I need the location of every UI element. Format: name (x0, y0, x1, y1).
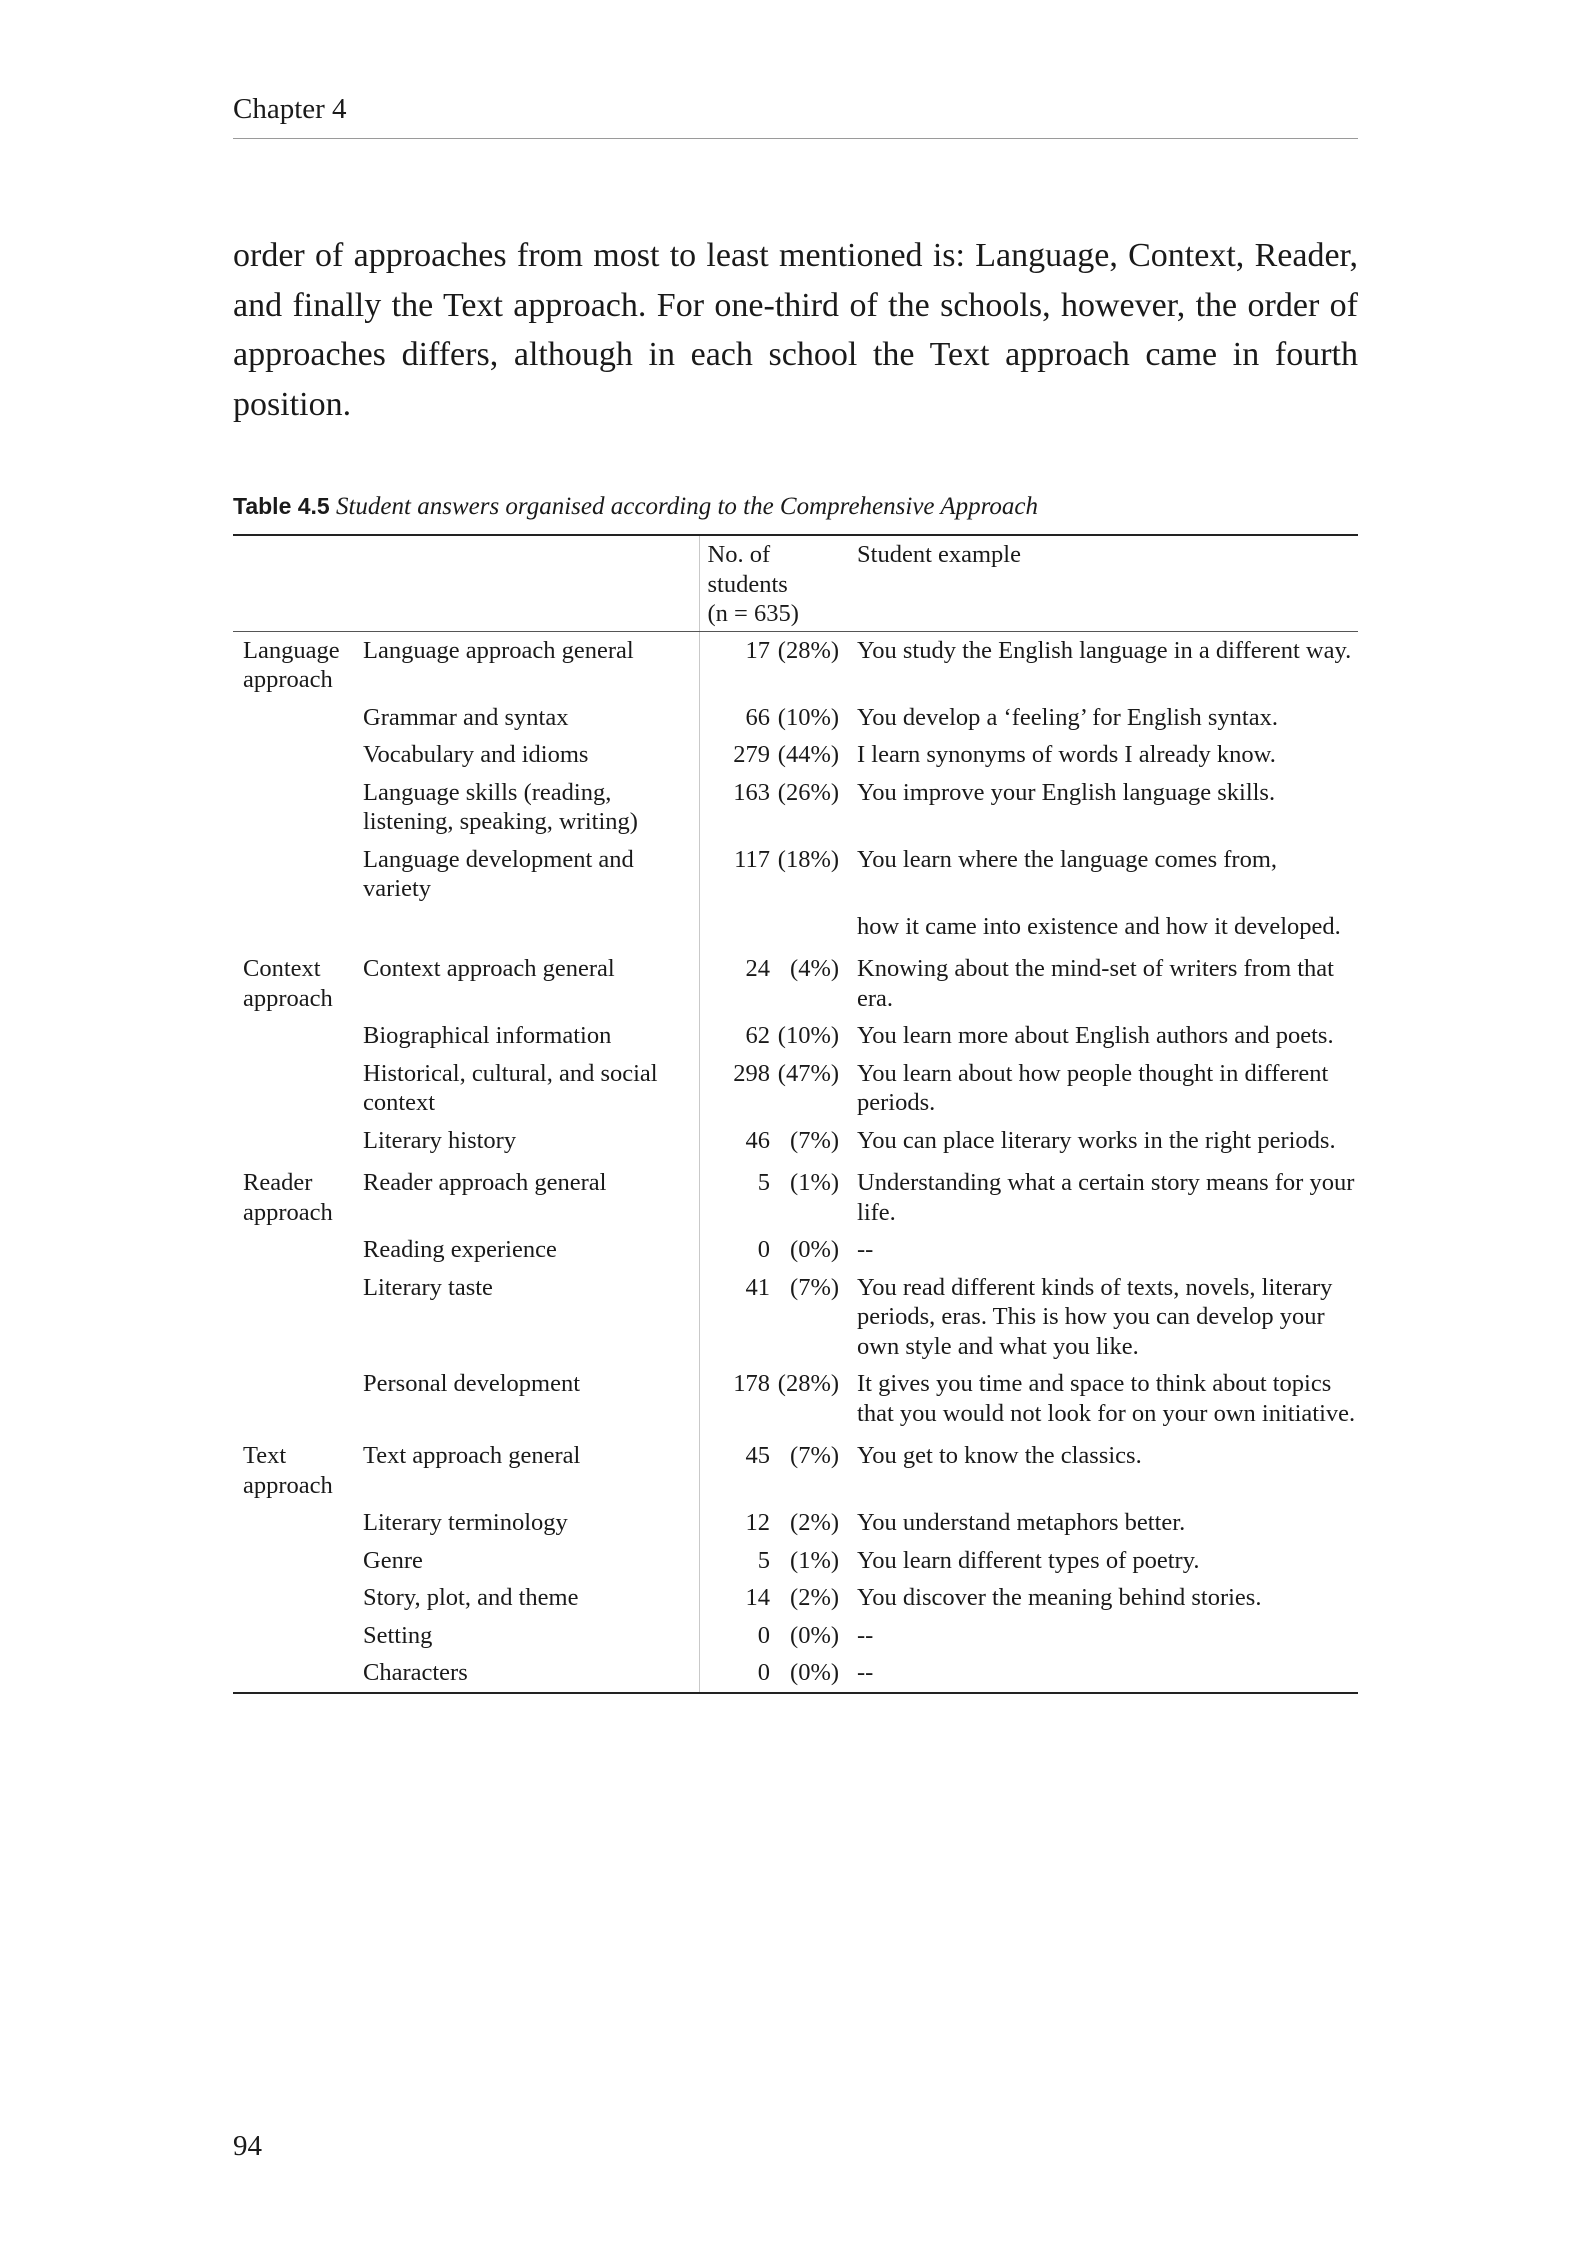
percent-cell: (1%) (790, 1169, 840, 1196)
subcategory-cell: Historical, cultural, and social context (363, 1059, 658, 1116)
example-cell: You study the English language in a different way. (857, 636, 1352, 664)
percent-cell: (2%) (790, 1584, 840, 1611)
example-cell: Knowing about the mind-set of writers from that era. (857, 955, 1334, 1012)
subcategory-cell: Setting (363, 1621, 433, 1649)
table-row (233, 1579, 1358, 1617)
example-cell: You can place literary works in the right periods. (857, 1126, 1336, 1154)
count-cell: 12 (699, 1504, 774, 1542)
example-cell: You discover the meaning behind stories. (857, 1584, 1262, 1611)
students-column-header (699, 535, 839, 631)
count-cell: 279 (699, 736, 774, 774)
count-cell: 62 (699, 1017, 774, 1055)
category-cell (233, 1055, 363, 1122)
example-cell: You read different kinds of texts, novels, literary periods, eras. This is how you can develop your own style and what you like. (857, 1273, 1333, 1360)
subcategory-cell: Language development and variety (363, 845, 634, 902)
table-label: Table 4.5 (233, 493, 330, 519)
subcategory-cell (363, 908, 699, 946)
subcategory-cell: Characters (363, 1654, 699, 1693)
category-cell (233, 1654, 363, 1693)
subcategory-cell: Personal development (363, 1370, 581, 1397)
subcategory-cell: Language approach general (363, 636, 634, 664)
category-cell (233, 774, 363, 841)
count-cell: 178 (699, 1365, 774, 1432)
table-row (233, 699, 1358, 737)
example-cell: You learn different types of poetry. (857, 1546, 1200, 1574)
table-title: Student answers organised according to the Comprehensive Approach (335, 493, 1038, 520)
table-row (233, 1432, 1358, 1504)
category-cell (233, 1017, 363, 1055)
students-header-n: (n = 635) (707, 600, 799, 627)
example-cell: -- (857, 1236, 874, 1263)
example-cell: You learn about how people thought in different periods. (857, 1059, 1329, 1116)
subcategory-cell: Genre (363, 1546, 423, 1574)
category-cell (233, 1231, 363, 1269)
table-row (233, 841, 1358, 908)
subcategory-cell: Biographical information (363, 1022, 612, 1049)
subcategory-cell: Vocabulary and idioms (363, 741, 589, 768)
count-cell: 46 (699, 1122, 774, 1160)
example-cell: Understanding what a certain story means for your life. (857, 1169, 1355, 1226)
example-cell: how it came into existence and how it developed. (857, 912, 1341, 940)
header-rule (233, 138, 1358, 139)
count-cell: 66 (699, 699, 774, 737)
category-cell (233, 1542, 363, 1580)
table-row (233, 1122, 1358, 1160)
category-cell (233, 736, 363, 774)
example-cell: -- (839, 1654, 1358, 1693)
count-cell: 0 (699, 1617, 774, 1655)
category-cell: Text approach (243, 1442, 333, 1499)
category-cell: Language approach (243, 636, 340, 693)
count-cell: 5 (699, 1159, 774, 1231)
example-cell: You learn more about English authors and poets. (857, 1022, 1334, 1049)
students-header-line2: students (707, 570, 788, 598)
students-header-line1: No. of (707, 541, 771, 568)
example-cell: You learn where the language comes from, (857, 845, 1278, 873)
percent-cell: (7%) (790, 1442, 840, 1469)
example-column-header: Student example (839, 535, 1358, 631)
category-cell (233, 1269, 363, 1366)
table-row (233, 1365, 1358, 1432)
subcategory-cell: Grammar and syntax (363, 703, 569, 731)
percent-cell: (7%) (790, 1126, 840, 1154)
percent-cell: (28%) (777, 636, 840, 664)
percent-cell: (28%) (777, 1370, 840, 1397)
subcategory-cell: Reader approach general (363, 1169, 607, 1196)
table-row (233, 1617, 1358, 1655)
count-cell: 24 (699, 945, 774, 1017)
percent-cell: (2%) (790, 1509, 840, 1536)
count-cell: 5 (699, 1542, 774, 1580)
count-cell: 45 (699, 1432, 774, 1504)
subcategory-cell: Literary history (363, 1126, 517, 1154)
category-cell (233, 1122, 363, 1160)
table-row (233, 1055, 1358, 1122)
percent-cell: (0%) (790, 1236, 840, 1263)
percent-cell: (26%) (777, 778, 840, 806)
percent-cell: (0%) (790, 1621, 840, 1649)
table-row (233, 736, 1358, 774)
percent-cell: (47%) (777, 1059, 840, 1087)
example-cell: You understand metaphors better. (857, 1509, 1186, 1536)
count-cell: 298 (699, 1055, 774, 1122)
example-cell: You develop a ‘feeling’ for English syntax. (857, 703, 1278, 731)
subcategory-cell: Literary terminology (363, 1509, 568, 1536)
subcategory-cell: Text approach general (363, 1442, 581, 1469)
body-paragraph: order of approaches from most to least mentioned is: Language, Context, Reader, and finally the Text approach. For one-third of the schools, however, the order of approaches differs, although in each school the Text approach came in fourth position. (233, 237, 1358, 423)
category-cell: Context approach (243, 955, 333, 1012)
percent-cell: (44%) (777, 741, 840, 768)
table-row (233, 1017, 1358, 1055)
subcategory-cell: Reading experience (363, 1236, 557, 1263)
subcategory-cell: Context approach general (363, 955, 615, 982)
table-row (233, 1269, 1358, 1366)
percent-cell: (7%) (790, 1273, 840, 1301)
category-cell (233, 1365, 363, 1432)
chapter-title: Chapter 4 (233, 93, 347, 125)
table-row (233, 1542, 1358, 1580)
category-cell (233, 1504, 363, 1542)
page-header (233, 92, 1358, 126)
percent-cell: (0%) (774, 1654, 839, 1693)
percent-cell (774, 908, 839, 946)
count-cell: 0 (699, 1231, 774, 1269)
category-cell: Reader approach (243, 1169, 333, 1226)
percent-cell: (18%) (777, 845, 840, 873)
table-row (233, 908, 1358, 946)
percent-cell: (10%) (777, 703, 840, 731)
example-cell: You improve your English language skills. (857, 778, 1276, 806)
table-header-row (233, 535, 1358, 631)
category-cell (233, 908, 363, 946)
count-cell: 17 (699, 631, 774, 699)
category-cell (233, 699, 363, 737)
table-caption (233, 490, 1358, 523)
table-row (233, 1159, 1358, 1231)
example-cell: -- (857, 1621, 874, 1649)
percent-cell: (4%) (790, 955, 840, 982)
count-cell (699, 908, 774, 946)
example-cell: I learn synonyms of words I already know. (857, 741, 1276, 768)
category-cell (233, 841, 363, 908)
results-table (233, 534, 1358, 1694)
count-cell: 14 (699, 1579, 774, 1617)
subcategory-cell: Language skills (reading, listening, speaking, writing) (363, 778, 638, 835)
table-row (233, 774, 1358, 841)
percent-cell: (10%) (777, 1022, 840, 1049)
table-row (233, 1504, 1358, 1542)
page-number: 94 (233, 2130, 262, 2162)
category-cell (233, 1579, 363, 1617)
example-cell: You get to know the classics. (857, 1442, 1142, 1469)
example-cell: It gives you time and space to think about topics that you would not look for on your own initiative. (857, 1370, 1356, 1427)
table-row (233, 1231, 1358, 1269)
subcategory-cell: Story, plot, and theme (363, 1584, 579, 1611)
count-cell: 163 (699, 774, 774, 841)
percent-cell: (1%) (790, 1546, 840, 1574)
category-cell (233, 1617, 363, 1655)
subcategory-cell: Literary taste (363, 1273, 493, 1301)
table-row (233, 1654, 1358, 1693)
count-cell: 117 (699, 841, 774, 908)
table-row (233, 945, 1358, 1017)
count-cell: 41 (699, 1269, 774, 1366)
table-row (233, 631, 1358, 699)
count-cell: 0 (699, 1654, 774, 1693)
